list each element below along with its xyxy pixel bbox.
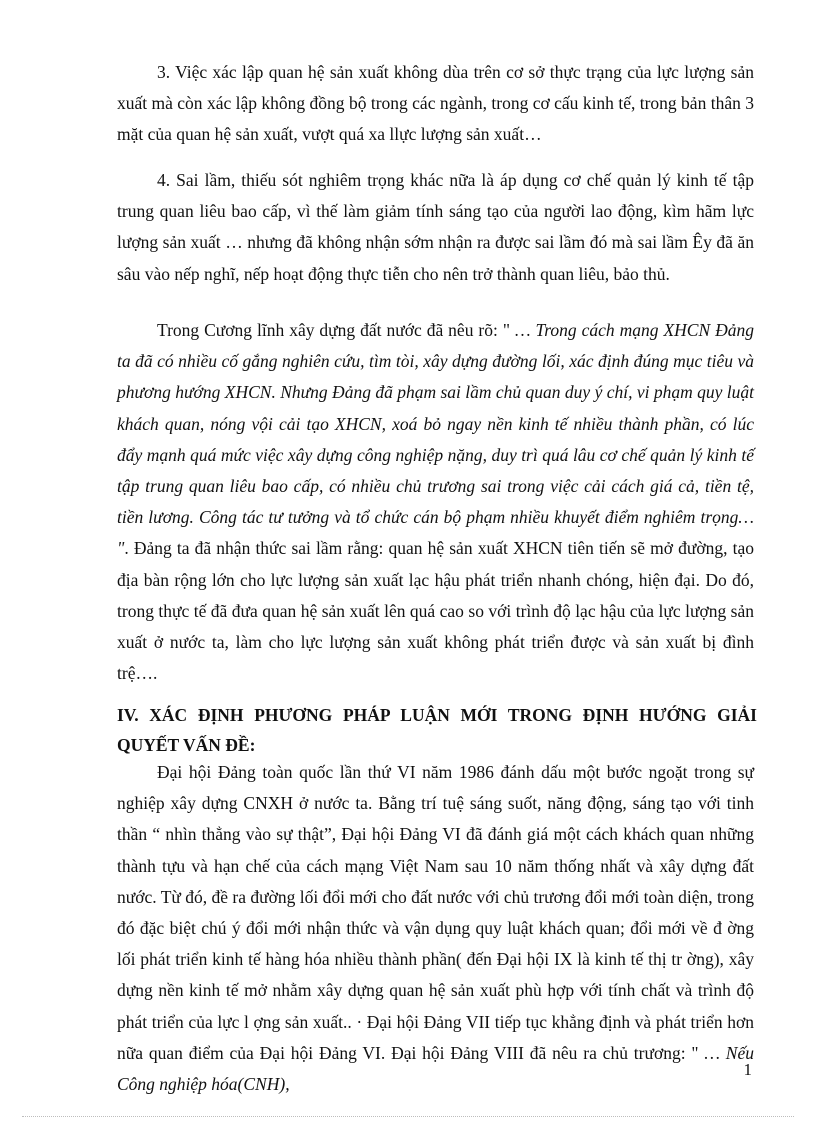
- paragraph-text: 3. Việc xác lập quan hệ sản xuất không dùa trên cơ sở thực trạng của lực lượng sản xuất mà còn xác lập không đồng bộ trong các ngành, trong cơ cấu kinh tế, trong bản thân 3 mặt của quan hệ sản xuất, vượt quá xa llực lượng sản xuất…: [117, 62, 754, 145]
- paragraph-quote: … Trong cách mạng XHCN Đảng ta đã có nhiều cố gắng nghiên cứu, tìm tòi, xây dựng đường lối, xác định đúng mục tiêu và phương hướng XHCN. Nhưng Đảng đã phạm sai lầm chủ quan duy ý chí, vi phạm quy luật khách quan, nóng vội cải tạo XHCN, xoá bỏ ngay nền kinh tế nhiều thành phần, có lúc đẩy mạnh quá mức việc xây dựng công nghiệp nặng, duy trì quá lâu cơ chế quản lý kinh tế tập trung quan liêu bao cấp, có nhiều chủ trương sai trong việc cải cách giá cả, tiền tệ, tiền lương. Công tác tư tưởng và tổ chức cán bộ phạm nhiều khuyết điểm nghiêm trọng… ": [117, 320, 754, 559]
- paragraph-item-4: [117, 165, 754, 290]
- paragraph-cuong-linh: [117, 315, 754, 689]
- paragraph-rest: . Đảng ta đã nhận thức sai lầm rằng: quan hệ sản xuất XHCN tiên tiến sẽ mở đường, tạo địa bàn rộng lớn cho lực lượng sản xuất lạc hậu phát triển nhanh chóng, hiện đại. Do đó, trong thực tế đã đưa quan hệ sản xuất lên quá cao so với trình độ lạc hậu của lực lượng sản xuất ở nước ta, làm cho lực lượng sản xuất không phát triển được và sản xuất bị đình trệ….: [117, 538, 754, 684]
- paragraph-lead: Trong Cương lĩnh xây dựng đất nước đã nêu rõ: ": [157, 320, 515, 340]
- page-number: 1: [743, 1060, 752, 1079]
- paragraph-text: Đại hội Đảng toàn quốc lần thứ VI năm 1986 đánh dấu một bước ngoặt trong sự nghiệp xây dựng CNXH ở nước ta. Bằng trí tuệ sáng suốt, năng động, sáng tạo với tinh thần “ nhìn thẳng vào sự thật”, Đại hội Đảng VI đã đánh giá một cách khách quan những thành tựu và hạn chế của cách mạng Việt Nam sau 10 năm thống nhất và xây dựng đất nước. Từ đó, đề ra đường lối đổi mới cho đất nước với chủ trương đổi mới toàn diện, trong đó đặc biệt chú ý đổi mới nhận thức và vận dụng quy luật khách quan; đổi mới về đ ờng lối phát triển kinh tế hàng hóa nhiều thành phần( đến Đại hội IX là kinh tế thị tr ờng), xây dựng nền kinh tế mở nhằm xây dựng quan hệ sản xuất phù hợp với tính chất và trình độ phát triển của lực l ợng sản xuất.. · Đại hội Đảng VII tiếp tục khẳng định và phát triển hơn nữa quan điểm của Đại hội Đảng VI. Đại hội Đảng VIII đã nêu ra chủ trương: ": [117, 762, 754, 1063]
- section-heading: IV. XÁC ĐỊNH PHƯƠNG PHÁP LUẬN MỚI TRONG ĐỊNH HƯỚNG GIẢI QUYẾT VẤN ĐỀ:: [117, 705, 757, 755]
- paragraph-quote: … Nếu Công nghiệp hóa(CNH),: [117, 1042, 754, 1095]
- paragraph-item-3: [117, 57, 754, 151]
- paragraph-dai-hoi: [117, 757, 754, 1100]
- page-bottom-divider: [22, 1116, 794, 1117]
- paragraph-text: 4. Sai lầm, thiếu sót nghiêm trọng khác nữa là áp dụng cơ chế quản lý kinh tế tập trung quan liêu bao cấp, vì thế làm giảm tính sáng tạo của người lao động, kìm hãm lực lượng sản xuất … nhưng đã không nhận sớm nhận ra được sai lầm đó mà sai lầm Êy đã ăn sâu vào nếp nghĩ, nếp hoạt động thực tiễn cho nên trở thành quan liêu, bảo thủ.: [117, 170, 754, 284]
